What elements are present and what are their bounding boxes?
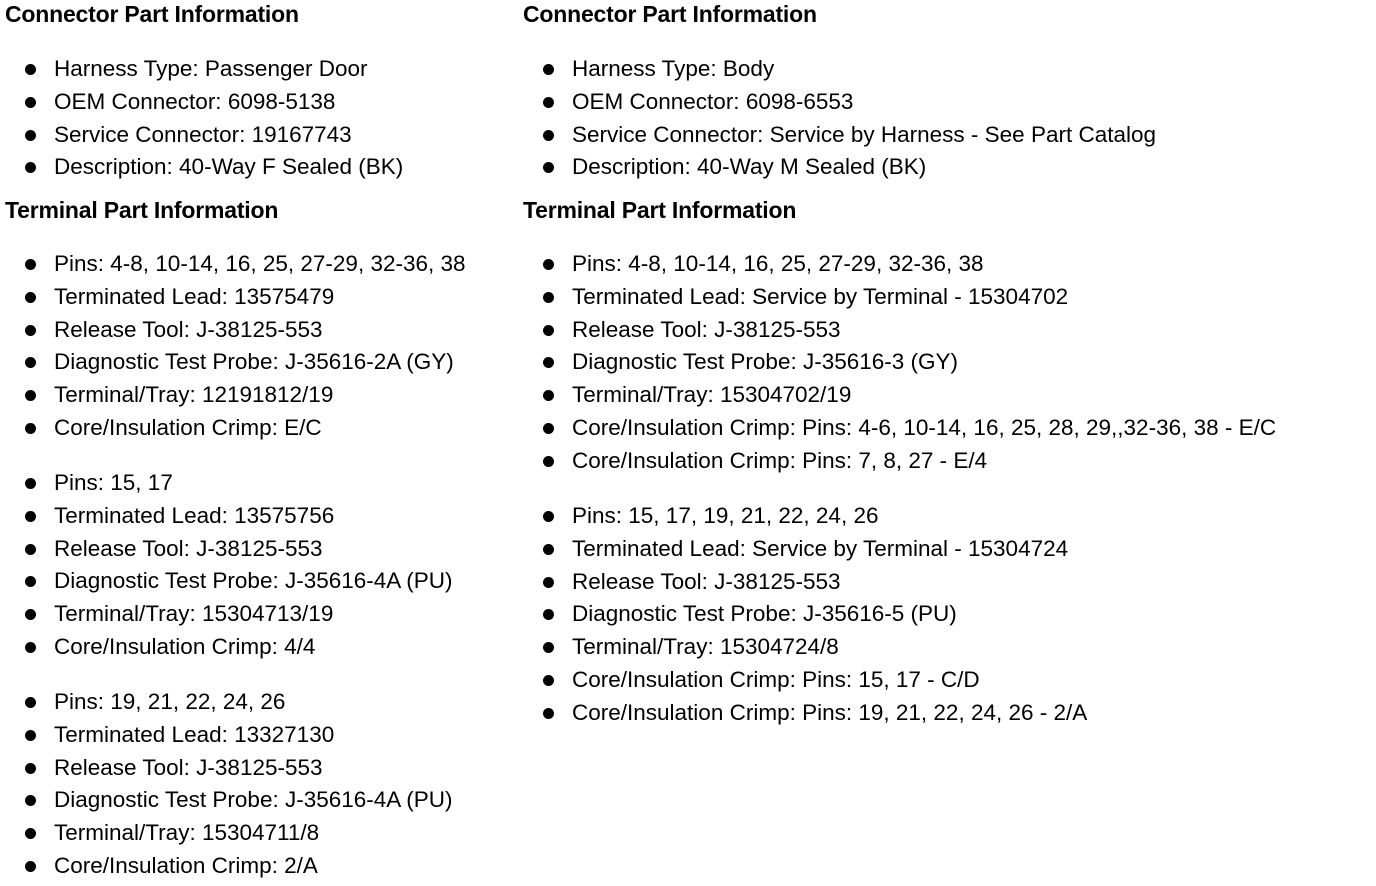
list-item: Pins: 19, 21, 22, 24, 26: [5, 686, 453, 719]
list-item: Release Tool: J-38125-553: [5, 533, 453, 566]
list-item: Terminated Lead: 13575479: [5, 281, 466, 314]
list-item: Pins: 4-8, 10-14, 16, 25, 27-29, 32-36, 38: [5, 248, 466, 281]
list-item: Terminated Lead: Service by Terminal - 15304702: [523, 281, 1276, 314]
connector-info-list: [5, 53, 403, 184]
list-item: Description: 40-Way F Sealed (BK): [5, 151, 403, 184]
list-item: Diagnostic Test Probe: J-35616-4A (PU): [5, 565, 453, 598]
connector-heading: Connector Part Information: [5, 1, 299, 27]
terminal-group-2: [523, 500, 1087, 730]
terminal-heading: Terminal Part Information: [523, 197, 797, 223]
list-item: Pins: 15, 17: [5, 467, 453, 500]
list-item: Terminal/Tray: 15304713/19: [5, 598, 453, 631]
list-item: Terminal/Tray: 15304711/8: [5, 817, 453, 850]
list-item: Diagnostic Test Probe: J-35616-5 (PU): [523, 598, 1087, 631]
list-item: Core/Insulation Crimp: Pins: 19, 21, 22, 24, 26 - 2/A: [523, 697, 1087, 730]
connector-info-list: [523, 53, 1156, 184]
list-item: Core/Insulation Crimp: E/C: [5, 412, 466, 445]
list-item: Terminal/Tray: 15304724/8: [523, 631, 1087, 664]
list-item: Terminal/Tray: 15304702/19: [523, 379, 1276, 412]
list-item: Terminated Lead: Service by Terminal - 15304724: [523, 533, 1087, 566]
list-item: Terminated Lead: 13575756: [5, 500, 453, 533]
list-item: OEM Connector: 6098-6553: [523, 86, 1156, 119]
terminal-group-1: [523, 248, 1276, 478]
list-item: Diagnostic Test Probe: J-35616-3 (GY): [523, 346, 1276, 379]
terminal-group-3: [5, 686, 453, 883]
list-item: Harness Type: Passenger Door: [5, 53, 403, 86]
list-item: Description: 40-Way M Sealed (BK): [523, 151, 1156, 184]
list-item: OEM Connector: 6098-5138: [5, 86, 403, 119]
list-item: Core/Insulation Crimp: Pins: 4-6, 10-14, 16, 25, 28, 29,,32-36, 38 - E/C: [523, 412, 1276, 445]
list-item: Diagnostic Test Probe: J-35616-4A (PU): [5, 784, 453, 817]
list-item: Core/Insulation Crimp: 2/A: [5, 850, 453, 883]
list-item: Release Tool: J-38125-553: [523, 566, 1087, 599]
connector-heading: Connector Part Information: [523, 1, 817, 27]
terminal-group-2: [5, 467, 453, 664]
list-item: Core/Insulation Crimp: 4/4: [5, 631, 453, 664]
list-item: Release Tool: J-38125-553: [523, 314, 1276, 347]
list-item: Diagnostic Test Probe: J-35616-2A (GY): [5, 346, 466, 379]
terminal-group-1: [5, 248, 466, 445]
list-item: Terminal/Tray: 12191812/19: [5, 379, 466, 412]
list-item: Release Tool: J-38125-553: [5, 314, 466, 347]
terminal-heading: Terminal Part Information: [5, 197, 279, 223]
list-item: Core/Insulation Crimp: Pins: 7, 8, 27 - E/4: [523, 445, 1276, 478]
list-item: Core/Insulation Crimp: Pins: 15, 17 - C/D: [523, 664, 1087, 697]
list-item: Harness Type: Body: [523, 53, 1156, 86]
list-item: Pins: 4-8, 10-14, 16, 25, 27-29, 32-36, 38: [523, 248, 1276, 281]
list-item: Service Connector: Service by Harness - See Part Catalog: [523, 119, 1156, 152]
list-item: Pins: 15, 17, 19, 21, 22, 24, 26: [523, 500, 1087, 533]
list-item: Release Tool: J-38125-553: [5, 752, 453, 785]
list-item: Service Connector: 19167743: [5, 119, 403, 152]
list-item: Terminated Lead: 13327130: [5, 719, 453, 752]
